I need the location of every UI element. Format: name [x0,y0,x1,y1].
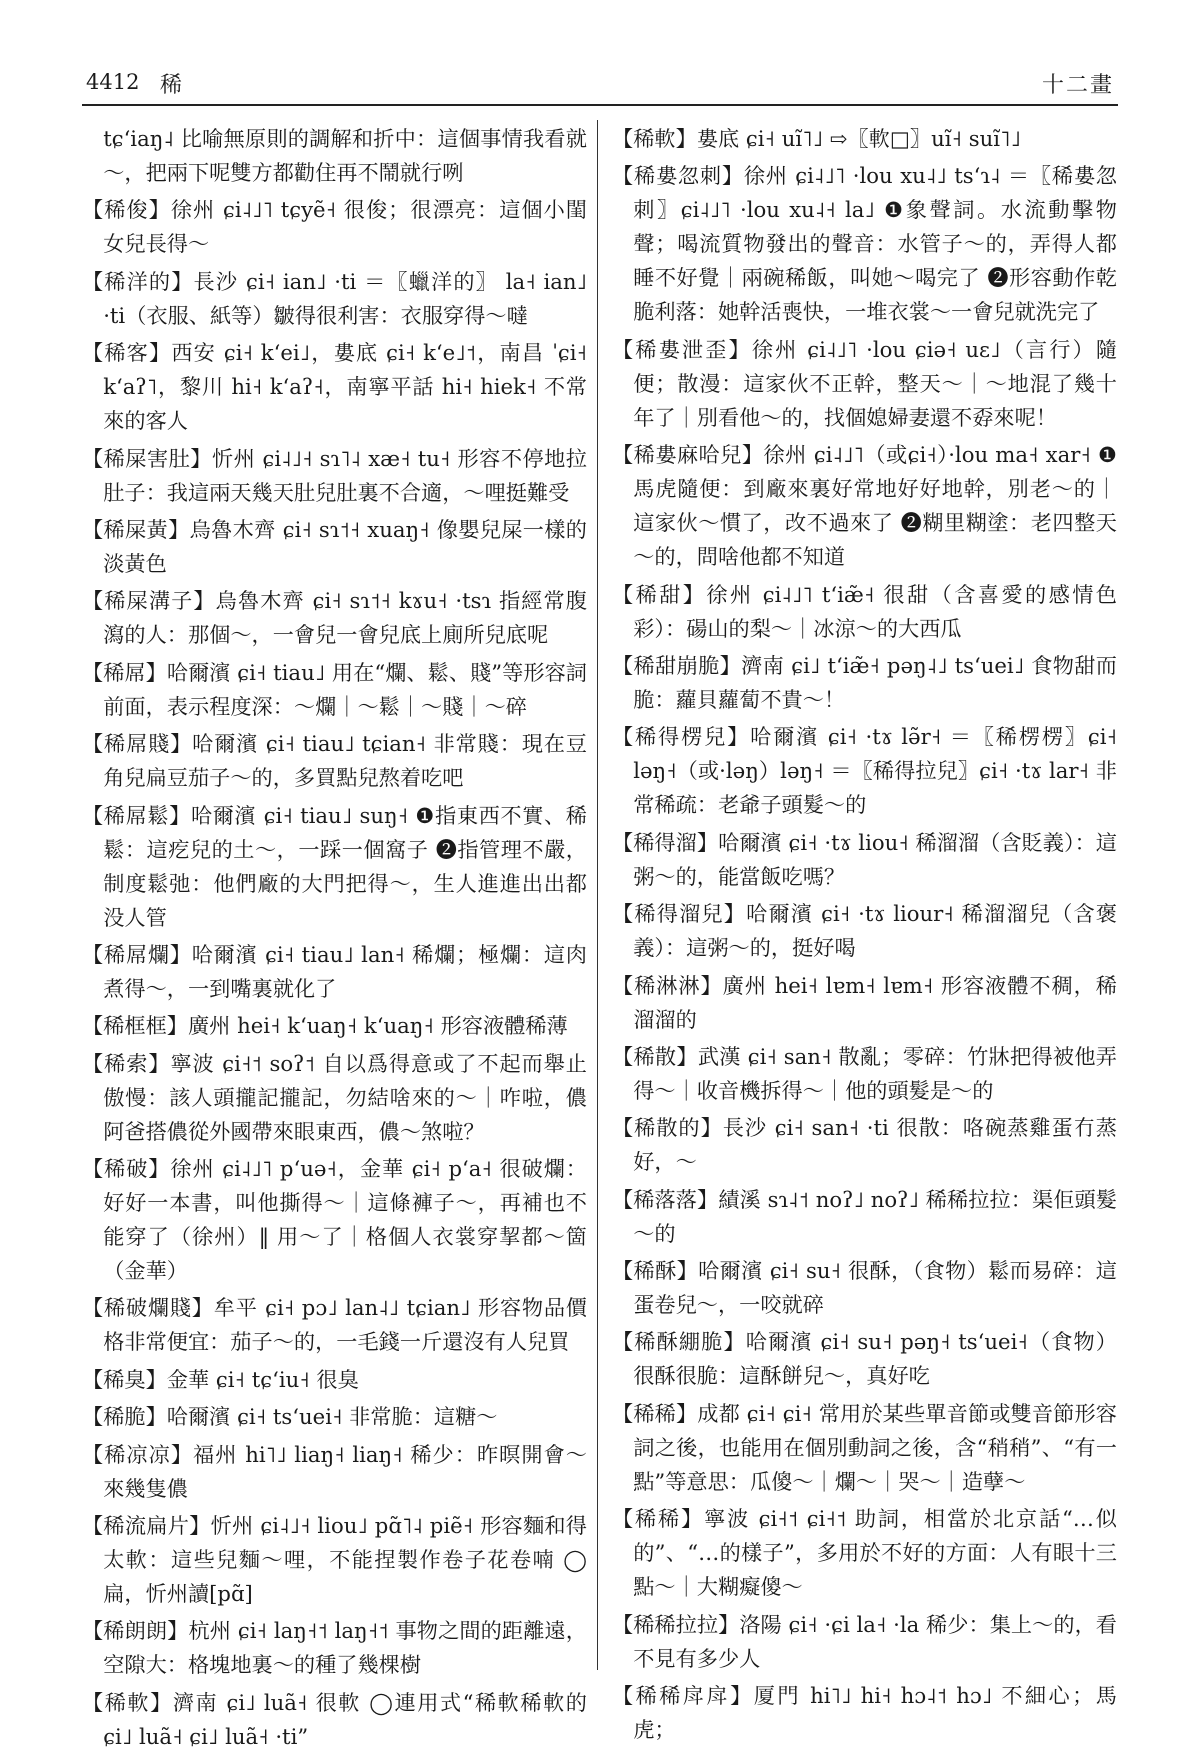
dictionary-entry [82,1291,587,1359]
entry-definition: 哈爾濱 ɕi˧ ·tɤ lə̃r˧ ＝〖稀楞楞〗ɕi˧ ləŋ˧（或·ləŋ）ləŋ˧ ＝〖稀得拉兒〗ɕi˧ ·tɤ lar˧ 非常稀疏：老爺子頭髮～的 [633,724,1117,818]
entry-definition: 長沙 ɕi˧ ian˩ ·ti ＝〖蠟洋的〗 la˧ ian˩ ·ti（衣服、紙等）皺得很利害：衣服穿得～噠 [103,268,587,328]
dictionary-entry [82,584,587,652]
entry-definition: 烏魯木齊 ɕi˧ sɿ˦˧ kɤu˧ ·tsɿ 指經常腹瀉的人：那個～，一會兒一會兒底上廁所兒底呢 [103,588,587,648]
dictionary-entry [82,442,587,510]
entry-definition: 徐州 ɕi˨˩˥ tɕyẽ˧ 很俊；很漂亮：這個小閨女兒長得～ [103,197,587,257]
right-column [612,122,1117,1750]
dictionary-entry [82,1509,587,1611]
entry-definition: 烏魯木齊 ɕi˧ sɿ˦˧ xuaŋ˧ 像嬰兒屎一樣的淡黃色 [103,516,587,576]
dictionary-entry [612,1397,1117,1499]
dictionary-entry [82,1614,587,1682]
entry-headword: 【稀凉凉】 [82,1441,194,1467]
dictionary-entry [82,727,587,795]
entry-headword: 【稀軟】 [82,1689,173,1715]
stroke-count-section: 十二畫 [1041,73,1114,98]
entry-headword: 【稀屌賤】 [82,731,193,757]
entry-definition: 忻州 ɕi˨˩˧ liou˩ pɑ̃˥˨ piẽ˧ 形容麵和得太軟：這些兒麵～哩，不能捏製作卷子花卷喃 ◯扁，忻州讀[pɑ̃] [103,1513,587,1607]
page-number: 4412 [86,70,140,94]
dictionary-entry [82,938,587,1006]
dictionary-entry [612,122,1117,156]
entry-headword: 【稀破爛賤】 [82,1295,214,1321]
entry-headword: 【稀落落】 [612,1186,719,1212]
dictionary-entry [82,1686,587,1754]
entry-definition: 長沙 ɕi˧ san˧ ·ti 很散：咯碗蒸雞蛋冇蒸好，～ [633,1115,1117,1175]
entry-headword: 【稀朗朗】 [82,1618,189,1644]
dictionary-entry [612,1325,1117,1393]
entry-headword: 【稀稀】 [612,1400,698,1426]
entry-definition: 西安 ɕi˧ kʻei˩，婁底 ɕi˧ kʻe˩˦，南昌 ˈɕi˧ kʻaʔ˥，黎川 hi˧ kʻaʔ˧，南寧平話 hi˧ hiek˧ 不常來的客人 [103,340,587,434]
entry-headword: 【稀酥綳脆】 [612,1329,746,1355]
entry-definition: 績溪 sɿ˨˦ noʔ˩ noʔ˩ 稀稀拉拉：渠佢頭髮～的 [633,1186,1117,1246]
entry-definition: 哈爾濱 ɕi˧ ·tɤ liour˧ 稀溜溜兒（含褒義）：這粥～的，挺好喝 [633,901,1117,961]
entry-headword: 【稀軟】 [612,126,697,151]
dictionary-entry [612,897,1117,965]
dictionary-entry [612,578,1117,646]
entry-headword: 【稀甜崩脆】 [612,652,742,678]
entry-definition: 哈爾濱 ɕi˧ tiau˩ suŋ˧ ❶指東西不實、稀鬆：這疙兒的土～，一踩一個窩子 ❷指管理不嚴，制度鬆弛：他們廠的大門把得～，生人進進出出都没人管 [103,802,587,930]
entry-headword: 【稀甜】 [612,581,707,607]
entry-definition: 金華 ɕi˧ tɕʻiu˧ 很臭 [166,1366,359,1392]
entry-definition: 牟平 ɕi˧ pɔ˩ lan˨˩ tɕian˩ 形容物品價格非常便宜：茄子～的，一毛錢一斤還沒有人兒買 [103,1295,587,1355]
entry-headword: 【稀破】 [82,1156,171,1182]
dictionary-entry [82,1363,587,1397]
dictionary-entry [612,1608,1117,1676]
entry-headword: 【稀淋淋】 [612,972,723,998]
dictionary-entry [612,1183,1117,1251]
header-character: 稀 [160,73,183,98]
dictionary-entry [82,656,587,724]
dictionary-entry [612,438,1117,574]
dictionary-entry [612,1254,1117,1322]
entry-definition: 杭州 ɕi˧ laŋ˧˦ laŋ˧˦ 事物之間的距離遠，空隙大：格塊地裏～的種了幾棵樹 [103,1618,587,1678]
column-divider [597,120,598,1670]
dictionary-entry [82,513,587,581]
entry-headword: 【稀散】 [612,1043,698,1069]
dictionary-entry [612,969,1117,1037]
dictionary-entry [82,336,587,438]
entry-definition: 忻州 ɕi˨˩˧ sɿ˥˨ xæ˧ tu˧ 形容不停地拉肚子：我這兩天幾天肚兒肚裏不合適，～哩挺難受 [103,445,587,505]
entry-definition: 哈爾濱 ɕi˧ tsʻuei˧ 非常脆：這糖～ [166,1404,498,1430]
dictionary-entry [612,333,1117,435]
entry-headword: 【稀稀戽戽】 [612,1683,754,1709]
entry-definition: 哈爾濱 ɕi˧ tiau˩ 用在“爛、鬆、賤”等形容詞前面，表示程度深：～爛｜～鬆｜～賤｜～碎 [103,659,587,719]
dictionary-entry [612,1040,1117,1108]
entry-headword: 【稀得溜】 [612,829,719,855]
entry-headword: 【稀得溜兒】 [612,901,747,927]
entry-definition: 徐州 ɕi˨˩˥ ·lou ɕiə˧ uɛ˩（言行）隨便；散漫：這家伙不正幹，整天～｜～地混了幾十年了｜別看他～的，找個媳婦妻還不孬來呢！ [633,336,1117,430]
left-column [82,122,587,1757]
dictionary-entry [612,649,1117,717]
entry-headword: 【稀臭】 [82,1366,167,1392]
dictionary-entry [612,720,1117,822]
entry-headword: 【稀屎溝子】 [82,588,216,614]
entry-definition: 徐州 ɕi˨˩˥ ·lou xu˨˩ tsʻɿ˨ ＝〖稀婁忽刺〗ɕi˨˩˥ ·lou xu˨˧ la˩ ❶象聲詞。水流動擊物聲；喝流質物發出的聲音：水管子～的，弄得人都睡不好覺｜兩碗稀飯，叫她～喝完了 ❷形容動作乾脆利落：她幹活喪快，一堆衣裳～一會兒就洗完了 [633,163,1117,325]
dictionary-entry [82,1009,587,1043]
dictionary-entry [612,1111,1117,1179]
dictionary-entry [82,265,587,333]
entry-definition: 廣州 hei˧ lɐm˧ lɐm˧ 形容液體不稠，稀溜溜的 [633,972,1117,1032]
entry-headword: 【稀框框】 [82,1013,188,1039]
entry-definition: 徐州 ɕi˨˩˥（或ɕi˧）·lou ma˧ xar˧ ❶馬虎隨便：到廠來裏好常地好好地幹，別老～的｜這家伙～慣了，改不過來了 ❷糊里糊塗：老四整天～的，問啥他都不知道 [633,442,1117,570]
entry-headword: 【稀俊】 [82,197,171,223]
dictionary-entry [82,1400,587,1434]
entry-headword: 【稀婁麻哈兒】 [612,442,764,468]
entry-definition: tɕʻiaŋ˨ 比喻無原則的調解和折中：這個事情我看就～，把兩下呢雙方都勸住再不鬧就行咧 [103,126,587,185]
entry-headword: 【稀洋的】 [82,268,194,294]
dictionary-entry [612,1679,1117,1747]
entry-definition: 武漢 ɕi˧ san˧ 散亂；零碎：竹牀把得被他弄得～｜收音機拆得～｜他的頭髮是～的 [633,1043,1117,1103]
entry-definition: 哈爾濱 ɕi˧ ·tɤ liou˧ 稀溜溜（含貶義）：這粥～的，能當飯吃嗎？ [633,829,1117,889]
entry-headword: 【稀屎害肚】 [82,445,212,471]
dictionary-entry [82,1438,587,1506]
dictionary-entry [612,1502,1117,1604]
entry-definition: 婁底 ɕi˧ uĩ˥˩ ⇨〖軟□〗uĩ˧ suĩ˥˩ [696,126,1021,151]
entry-headword: 【稀屌】 [82,659,167,685]
entry-definition: 洛陽 ɕi˧ ·ɕi la˧ ·la 稀少：集上～的，看不見有多少人 [633,1611,1117,1671]
entry-definition: 徐州 ɕi˨˩˥ pʻuə˧，金華 ɕi˧ pʻa˧ 很破爛：好好一本書，叫他撕得～｜這條褲子～，再補也不能穿了（徐州）‖ 用～了｜格個人衣裳穿挈都～箇（金華） [103,1156,587,1284]
entry-definition: 哈爾濱 ɕi˧ su˧ 很酥，（食物）鬆而易碎：這蛋卷兒～，一咬就碎 [633,1258,1117,1318]
entry-definition: 寧波 ɕi˧˦ soʔ˦ 自以爲得意或了不起而舉止傲慢：該人頭攏記攏記，勿結啥來的～｜咋啦，儂阿爸搭儂從外國帶來眼東西，儂～煞啦？ [103,1050,587,1144]
entry-headword: 【稀流扁片】 [82,1513,211,1539]
dictionary-entry [82,799,587,935]
entry-headword: 【稀屌鬆】 [82,802,191,828]
entry-definition: 福州 hi˥˩ liaŋ˧ liaŋ˧ 稀少：昨暝開會～來幾隻儂 [103,1441,587,1501]
entry-definition: 哈爾濱 ɕi˧ tiau˩ tɕian˧ 非常賤：現在豆角兒扁豆茄子～的，多買點兒熬着吃吧 [103,731,587,791]
entry-headword: 【稀散的】 [612,1115,723,1141]
dictionary-entry [82,193,587,261]
entry-headword: 【稀客】 [82,340,172,366]
entry-definition: 哈爾濱 ɕi˧ tiau˩ lan˧ 稀爛；極爛：這肉煮得～，一到嘴裏就化了 [103,941,587,1001]
page-header [82,64,1118,106]
entry-definition: 哈爾濱 ɕi˧ su˧ pəŋ˧ tsʻuei˧（食物）很酥很脆：這酥餅兒～，真好吃 [633,1329,1117,1389]
entry-headword: 【稀稀拉拉】 [612,1611,740,1637]
dictionary-entry [82,1152,587,1288]
entry-headword: 【稀稀】 [612,1506,705,1532]
entry-headword: 【稀婁忽刺】 [612,163,744,189]
entry-definition: 濟南 ɕi˩ luã˧ 很軟 ◯連用式“稀軟稀軟的 ɕi˩ luã˧ ɕi˩ luã˧ ·ti” [103,1689,587,1749]
entry-headword: 【稀屌爛】 [82,941,192,967]
entry-definition: 成都 ɕi˧ ɕi˧ 常用於某些單音節或雙音節形容詞之後，也能用在個別動詞之後，含“稍稍”、“有一點”等意思：瓜傻～｜爛～｜哭～｜造孽～ [633,1400,1117,1494]
entry-definition: 徐州 ɕi˨˩˥ tʻiæ̃˧ 很甜（含喜愛的感情色彩）：碭山的梨～｜冰涼～的大西瓜 [633,581,1117,641]
dictionary-entry [612,159,1117,329]
entry-definition: 濟南 ɕi˩ tʻiæ̃˧ pəŋ˨˩ tsʻuei˩ 食物甜而脆：蘿貝蘿蔔不貴～！ [633,652,1117,712]
entry-headword: 【稀得楞兒】 [612,724,751,750]
dictionary-entry [612,826,1117,894]
entry-definition: 廣州 hei˧ kʻuaŋ˧ kʻuaŋ˧ 形容液體稀薄 [187,1013,568,1039]
entry-definition: 寧波 ɕi˧˦ ɕi˧˦ 助詞，相當於北京話“…似的”、“…的樣子”，多用於不好的方面：人有眼十三點～｜大糊癡傻～ [633,1506,1117,1600]
entry-headword: 【稀婁泄歪】 [612,336,752,362]
entry-headword: 【稀屎黃】 [82,516,190,542]
entry-headword: 【稀脆】 [82,1404,167,1430]
entry-continuation [82,122,587,190]
dictionary-entry [82,1047,587,1149]
entry-headword: 【稀索】 [82,1050,171,1076]
entry-headword: 【稀酥】 [612,1258,699,1284]
entry-definition: 厦門 hi˥˩ hi˧ hɔ˨˦ hɔ˩ 不細心；馬虎； [633,1683,1117,1743]
